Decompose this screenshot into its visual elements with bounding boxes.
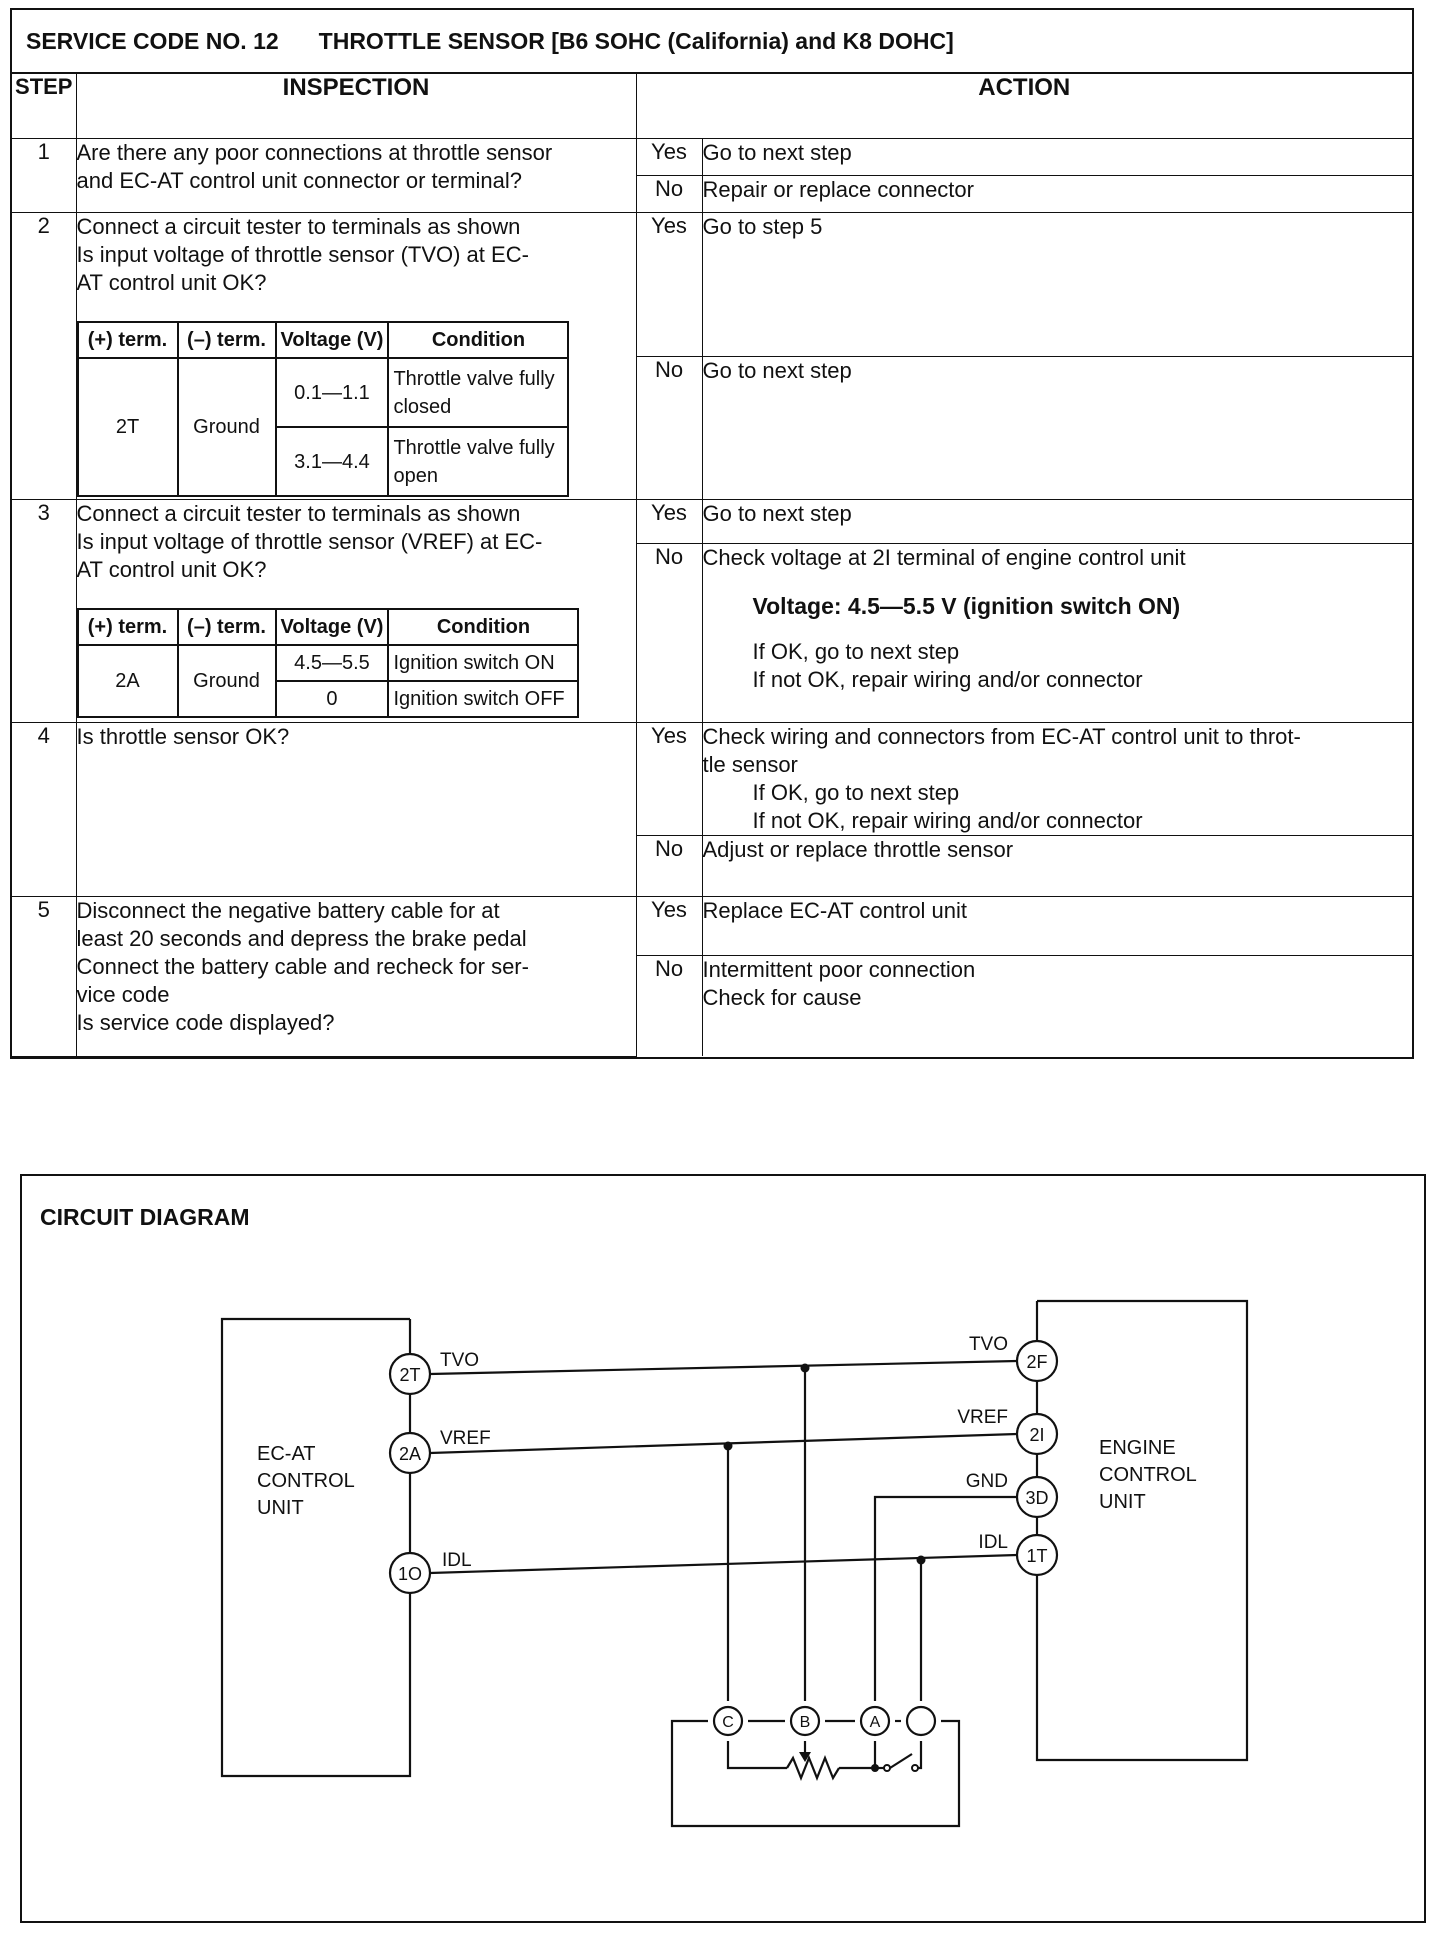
column-action: ACTION bbox=[636, 74, 1412, 139]
if-not-ok-text: If not OK, repair wiring and/or connector bbox=[752, 666, 1143, 692]
plus-terminal: 2T bbox=[78, 358, 178, 496]
step-number: 1 bbox=[12, 139, 76, 213]
junction-dot bbox=[724, 1442, 733, 1451]
sensor-terminal-unmarked bbox=[907, 1707, 935, 1735]
signal-label: IDL bbox=[442, 1550, 472, 1571]
vref-wire bbox=[430, 1434, 1017, 1453]
no-action: Repair or replace connector bbox=[702, 176, 1412, 213]
yes-label: Yes bbox=[636, 139, 702, 176]
inspection-table bbox=[12, 74, 1412, 1057]
junction-dot bbox=[801, 1364, 810, 1373]
minus-terminal: Ground bbox=[178, 358, 276, 496]
column-inspection: INSPECTION bbox=[76, 74, 636, 139]
title-bar bbox=[12, 10, 1412, 74]
yes-action-text: Check wiring and connectors from EC-AT control unit to throt- tle sensor bbox=[702, 724, 1301, 777]
if-ok-text: If OK, go to next step bbox=[752, 780, 960, 805]
question-text: Disconnect the negative battery cable for at least 20 seconds and depress the brake pedal Connect the battery cable and recheck for ser- vice code Is service code displayed? bbox=[76, 898, 529, 1035]
no-label: No bbox=[636, 836, 702, 897]
tvo-wire bbox=[430, 1361, 1017, 1374]
spec-header: Condition bbox=[388, 322, 568, 358]
step-number: 5 bbox=[12, 897, 76, 1057]
no-action-text: Check voltage at 2I terminal of engine control unit bbox=[702, 544, 1186, 570]
no-action bbox=[702, 956, 1412, 1057]
signal-label: VREF bbox=[957, 1407, 1008, 1428]
yes-action: Replace EC-AT control unit bbox=[702, 897, 1412, 956]
step-1-yes-row bbox=[12, 139, 1412, 176]
terminal-label: 1T bbox=[1026, 1546, 1048, 1566]
step-3-yes-row bbox=[12, 500, 1412, 544]
switch-contact bbox=[884, 1765, 890, 1771]
yes-action: Go to step 5 bbox=[702, 213, 1412, 357]
circuit-diagram-panel bbox=[20, 1174, 1426, 1923]
engine-unit-box bbox=[1037, 1301, 1247, 1760]
terminal-label: 2T bbox=[399, 1365, 421, 1385]
plus-terminal: 2A bbox=[78, 645, 178, 717]
voltage-value: 4.5—5.5 bbox=[276, 645, 389, 681]
unit-name-line: EC-AT bbox=[257, 1443, 316, 1465]
yes-action: Go to next step bbox=[702, 139, 1412, 176]
spec-header: (+) term. bbox=[78, 609, 178, 645]
spec-header: (–) term. bbox=[178, 609, 276, 645]
no-label: No bbox=[636, 356, 702, 500]
column-step: STEP bbox=[12, 74, 76, 139]
resistor-lead bbox=[728, 1741, 787, 1768]
unit-name-line: ENGINE bbox=[1099, 1437, 1176, 1459]
yes-label: Yes bbox=[636, 500, 702, 544]
yes-action bbox=[702, 723, 1412, 836]
service-code-number: SERVICE CODE NO. 12 bbox=[26, 27, 279, 54]
column-header-row bbox=[12, 74, 1412, 139]
if-not-ok-text: If not OK, repair wiring and/or connector bbox=[752, 808, 1143, 833]
step-question bbox=[76, 500, 636, 723]
condition: Throttle valve fully open bbox=[388, 427, 568, 496]
terminal-label: 3D bbox=[1025, 1488, 1049, 1508]
step-question bbox=[76, 213, 636, 500]
unit-name-line: CONTROL bbox=[1099, 1464, 1197, 1486]
step-question bbox=[76, 723, 636, 897]
no-action bbox=[702, 543, 1412, 722]
no-action-text: Intermittent poor connection Check for cause bbox=[702, 957, 976, 1010]
ec-at-unit-box bbox=[222, 1319, 410, 1776]
signal-label: GND bbox=[965, 1471, 1008, 1492]
terminal-label: 2F bbox=[1026, 1352, 1048, 1372]
step-question bbox=[76, 139, 636, 213]
spec-header: Voltage (V) bbox=[276, 322, 389, 358]
service-code-table bbox=[10, 8, 1414, 1059]
question-text: Are there any poor connections at throttle sensor and EC-AT control unit connector or terminal? bbox=[76, 140, 553, 193]
condition: Ignition switch OFF bbox=[388, 681, 578, 717]
idl-wire bbox=[430, 1555, 1017, 1573]
step-4-yes-row bbox=[12, 723, 1412, 836]
voltage-spec-table bbox=[77, 608, 580, 718]
signal-label: VREF bbox=[440, 1428, 491, 1449]
signal-label: TVO bbox=[440, 1350, 480, 1371]
voltage-spec: Voltage: 4.5—5.5 V (ignition switch ON) bbox=[752, 592, 1181, 619]
switch-blade bbox=[890, 1754, 912, 1768]
no-label: No bbox=[636, 956, 702, 1057]
step-number: 4 bbox=[12, 723, 76, 897]
no-action: Adjust or replace throttle sensor bbox=[702, 836, 1412, 897]
condition: Ignition switch ON bbox=[388, 645, 578, 681]
sensor-terminal-label: A bbox=[869, 1714, 881, 1731]
terminal-label: 1O bbox=[397, 1564, 423, 1584]
sensor-terminal-label: C bbox=[722, 1714, 734, 1731]
spec-header: Condition bbox=[388, 609, 578, 645]
yes-action: Go to next step bbox=[702, 500, 1412, 544]
gnd-wire bbox=[875, 1497, 1017, 1701]
voltage-spec-table bbox=[77, 321, 570, 497]
spec-header: (+) term. bbox=[78, 322, 178, 358]
switch-lead bbox=[918, 1741, 921, 1768]
question-text: Connect a circuit tester to terminals as shown Is input voltage of throttle sensor (VREF) at EC- AT control unit OK? bbox=[76, 501, 543, 582]
voltage-value: 3.1—4.4 bbox=[276, 427, 389, 496]
circuit-diagram bbox=[22, 1176, 1424, 1921]
minus-terminal: Ground bbox=[178, 645, 276, 717]
page-title: THROTTLE SENSOR [B6 SOHC (California) and K8 DOHC] bbox=[318, 27, 954, 54]
question-text: Connect a circuit tester to terminals as shown Is input voltage of throttle sensor (TVO) at EC- AT control unit OK? bbox=[76, 214, 529, 295]
resistor-lead bbox=[839, 1741, 875, 1768]
switch-contact bbox=[912, 1765, 918, 1771]
unit-name-line: UNIT bbox=[1099, 1491, 1146, 1513]
step-number: 3 bbox=[12, 500, 76, 723]
step-5-yes-row bbox=[12, 897, 1412, 956]
terminal-label: 2I bbox=[1029, 1425, 1045, 1445]
no-label: No bbox=[636, 543, 702, 722]
junction-dot bbox=[871, 1764, 879, 1772]
sensor-terminal-label: B bbox=[799, 1714, 811, 1731]
yes-label: Yes bbox=[636, 213, 702, 357]
resistor bbox=[787, 1758, 839, 1778]
step-number: 2 bbox=[12, 213, 76, 500]
unit-name-line: CONTROL bbox=[257, 1470, 355, 1492]
if-ok-text: If OK, go to next step bbox=[752, 638, 960, 664]
voltage-value: 0 bbox=[276, 681, 389, 717]
no-action: Go to next step bbox=[702, 356, 1412, 500]
condition: Throttle valve fully closed bbox=[388, 358, 568, 427]
terminal-label: 2A bbox=[398, 1444, 422, 1464]
step-2-yes-row bbox=[12, 213, 1412, 357]
voltage-value: 0.1—1.1 bbox=[276, 358, 389, 427]
step-question bbox=[76, 897, 636, 1057]
unit-name-line: UNIT bbox=[257, 1497, 304, 1519]
yes-label: Yes bbox=[636, 723, 702, 836]
signal-label: IDL bbox=[978, 1532, 1008, 1553]
yes-label: Yes bbox=[636, 897, 702, 956]
question-text: Is throttle sensor OK? bbox=[76, 724, 290, 749]
spec-header: Voltage (V) bbox=[276, 609, 389, 645]
signal-label: TVO bbox=[968, 1334, 1008, 1355]
diagram-title: CIRCUIT DIAGRAM bbox=[40, 1204, 250, 1230]
junction-dot bbox=[917, 1556, 926, 1565]
no-label: No bbox=[636, 176, 702, 213]
spec-header: (–) term. bbox=[178, 322, 276, 358]
